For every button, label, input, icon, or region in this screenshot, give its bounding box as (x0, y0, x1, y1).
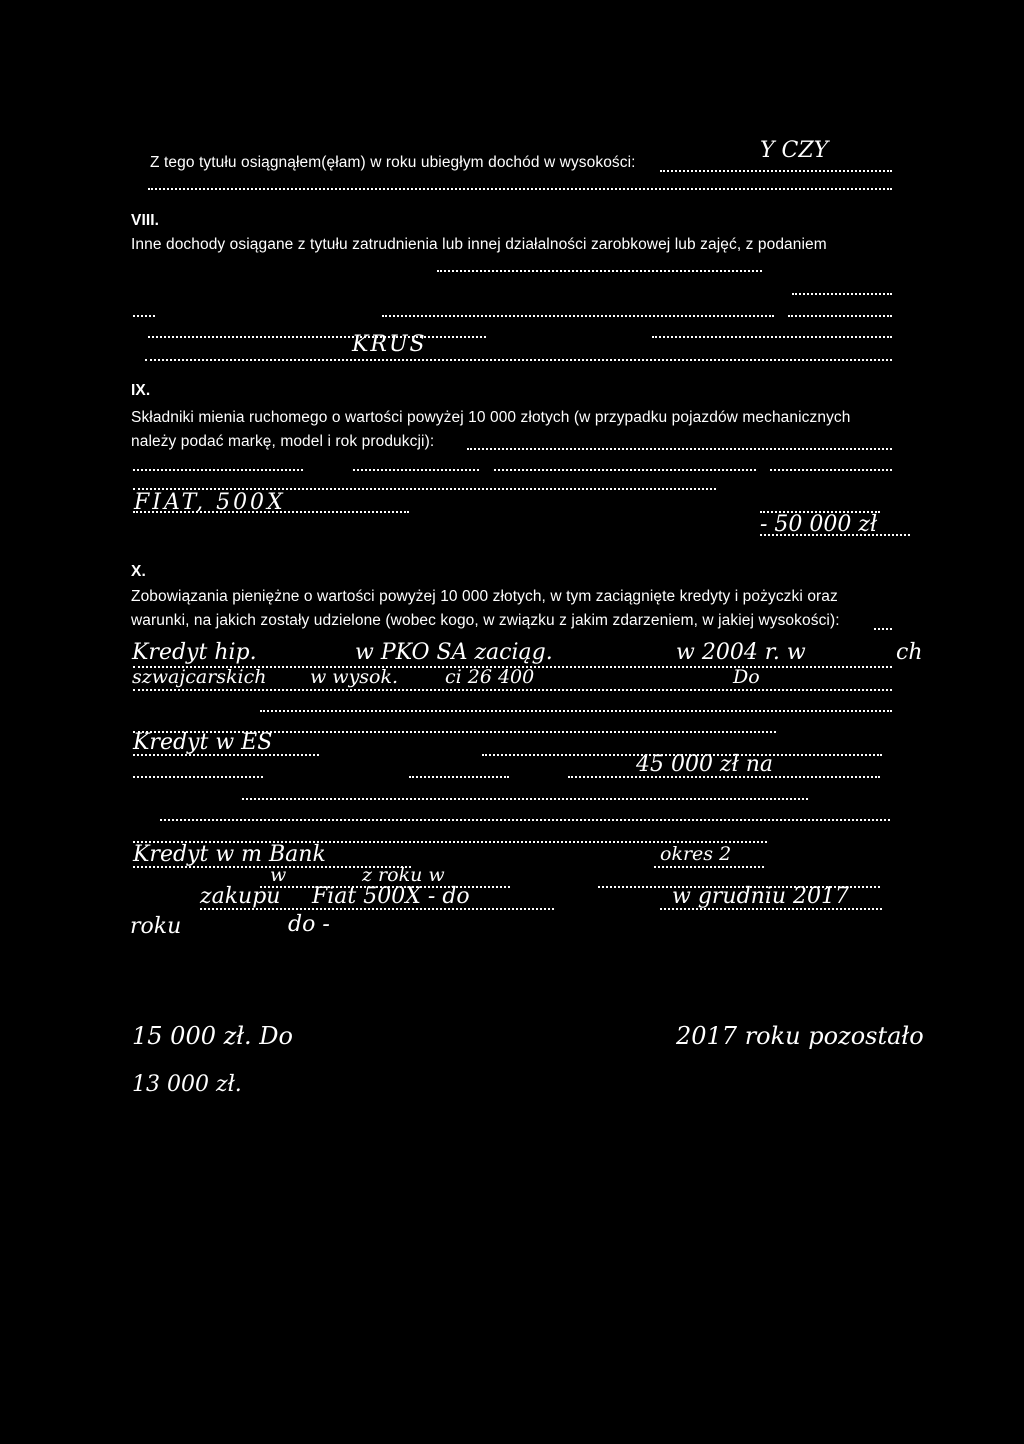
liability-line4-b: okres 2 (660, 843, 732, 865)
income-dotted-line (660, 170, 892, 172)
section-x-text-line2: warunki, na jakich zostały udzielone (wobec kogo, w związku z jakim zdarzeniem, w jakiej wysokości): (131, 612, 840, 629)
liability-bottom-2: 2017 roku pozostało (676, 1022, 924, 1050)
liability-line7-b: do - (288, 912, 330, 937)
liability-bottom-1: 15 000 zł. Do (132, 1022, 293, 1050)
section-ix-text-line2: należy podać markę, model i rok produkcji): (131, 433, 435, 450)
dotted-line (788, 315, 892, 317)
dotted-line (242, 798, 808, 800)
dotted-line (770, 469, 892, 471)
section-x-text-line1: Zobowiązania pieniężne o wartości powyżej 10 000 złotych, w tym zaciągnięte kredyty i pożyczki oraz (131, 588, 838, 605)
vehicle-handwritten: FIAT, 500X (134, 490, 286, 515)
liability-line3-b: 45 000 zł na (636, 752, 773, 777)
dotted-line (494, 469, 756, 471)
liability-line5-a: w (270, 864, 287, 886)
dotted-line (409, 776, 509, 778)
dotted-line (260, 710, 892, 712)
dotted-line (160, 819, 890, 821)
liability-line2-d: Do (733, 666, 760, 688)
dotted-line (654, 866, 764, 868)
income-label: Z tego tytułu osiągnąłem(ęłam) w roku ubiegłym dochód w wysokości: (150, 154, 636, 171)
liability-line1-a: Kredyt hip. (132, 640, 257, 665)
vehicle-value-handwritten: - 50 000 zł (760, 512, 878, 537)
dotted-line (133, 689, 892, 691)
dotted-line (382, 315, 774, 317)
dotted-line (133, 315, 155, 317)
dotted-line (148, 336, 486, 338)
liability-line5-b: z roku w (362, 864, 445, 886)
section-x-number: X. (131, 563, 146, 580)
liability-line7-a: roku (130, 914, 182, 939)
liability-line2-a: szwajcarskich (132, 666, 267, 688)
dotted-line (437, 270, 762, 272)
liability-line4-a: Kredyt w m Bank (133, 842, 326, 867)
liability-line1-b: w PKO SA zaciąg. (355, 640, 553, 665)
dotted-line (467, 448, 892, 450)
dotted-line (133, 469, 303, 471)
section-ix-number: IX. (131, 382, 151, 399)
liability-line1-d: ch (896, 640, 923, 665)
dotted-line (792, 293, 892, 295)
liability-line6-b: Fiat 500X - do (312, 884, 470, 909)
dotted-line (652, 336, 892, 338)
dotted-line (145, 359, 892, 361)
liability-line3-a: Kredyt w ES (133, 730, 273, 755)
section-viii-number: VIII. (131, 212, 160, 229)
liability-line6-c: w grudniu 2017 (672, 884, 850, 909)
liability-line6-a: zakupu (200, 884, 281, 909)
section-ix-text-line1: Składniki mienia ruchomego o wartości powyżej 10 000 złotych (w przypadku pojazdów mechanicznych (131, 409, 851, 426)
dotted-line (874, 628, 892, 630)
liability-line2-c: ci 26 400 (445, 666, 535, 688)
liability-bottom-3: 13 000 zł. (132, 1072, 242, 1097)
dotted-line (353, 469, 479, 471)
liability-line1-c: w 2004 r. w (676, 640, 806, 665)
dotted-line (148, 188, 892, 190)
dotted-line (133, 776, 263, 778)
income-handwritten-value: Y CZY (760, 138, 829, 163)
krus-handwritten: KRUS (352, 332, 427, 357)
section-viii-text: Inne dochody osiągane z tytułu zatrudnienia lub innej działalności zarobkowej lub zajęć, z podaniem (131, 236, 827, 253)
liability-line2-b: w wysok. (310, 666, 399, 688)
